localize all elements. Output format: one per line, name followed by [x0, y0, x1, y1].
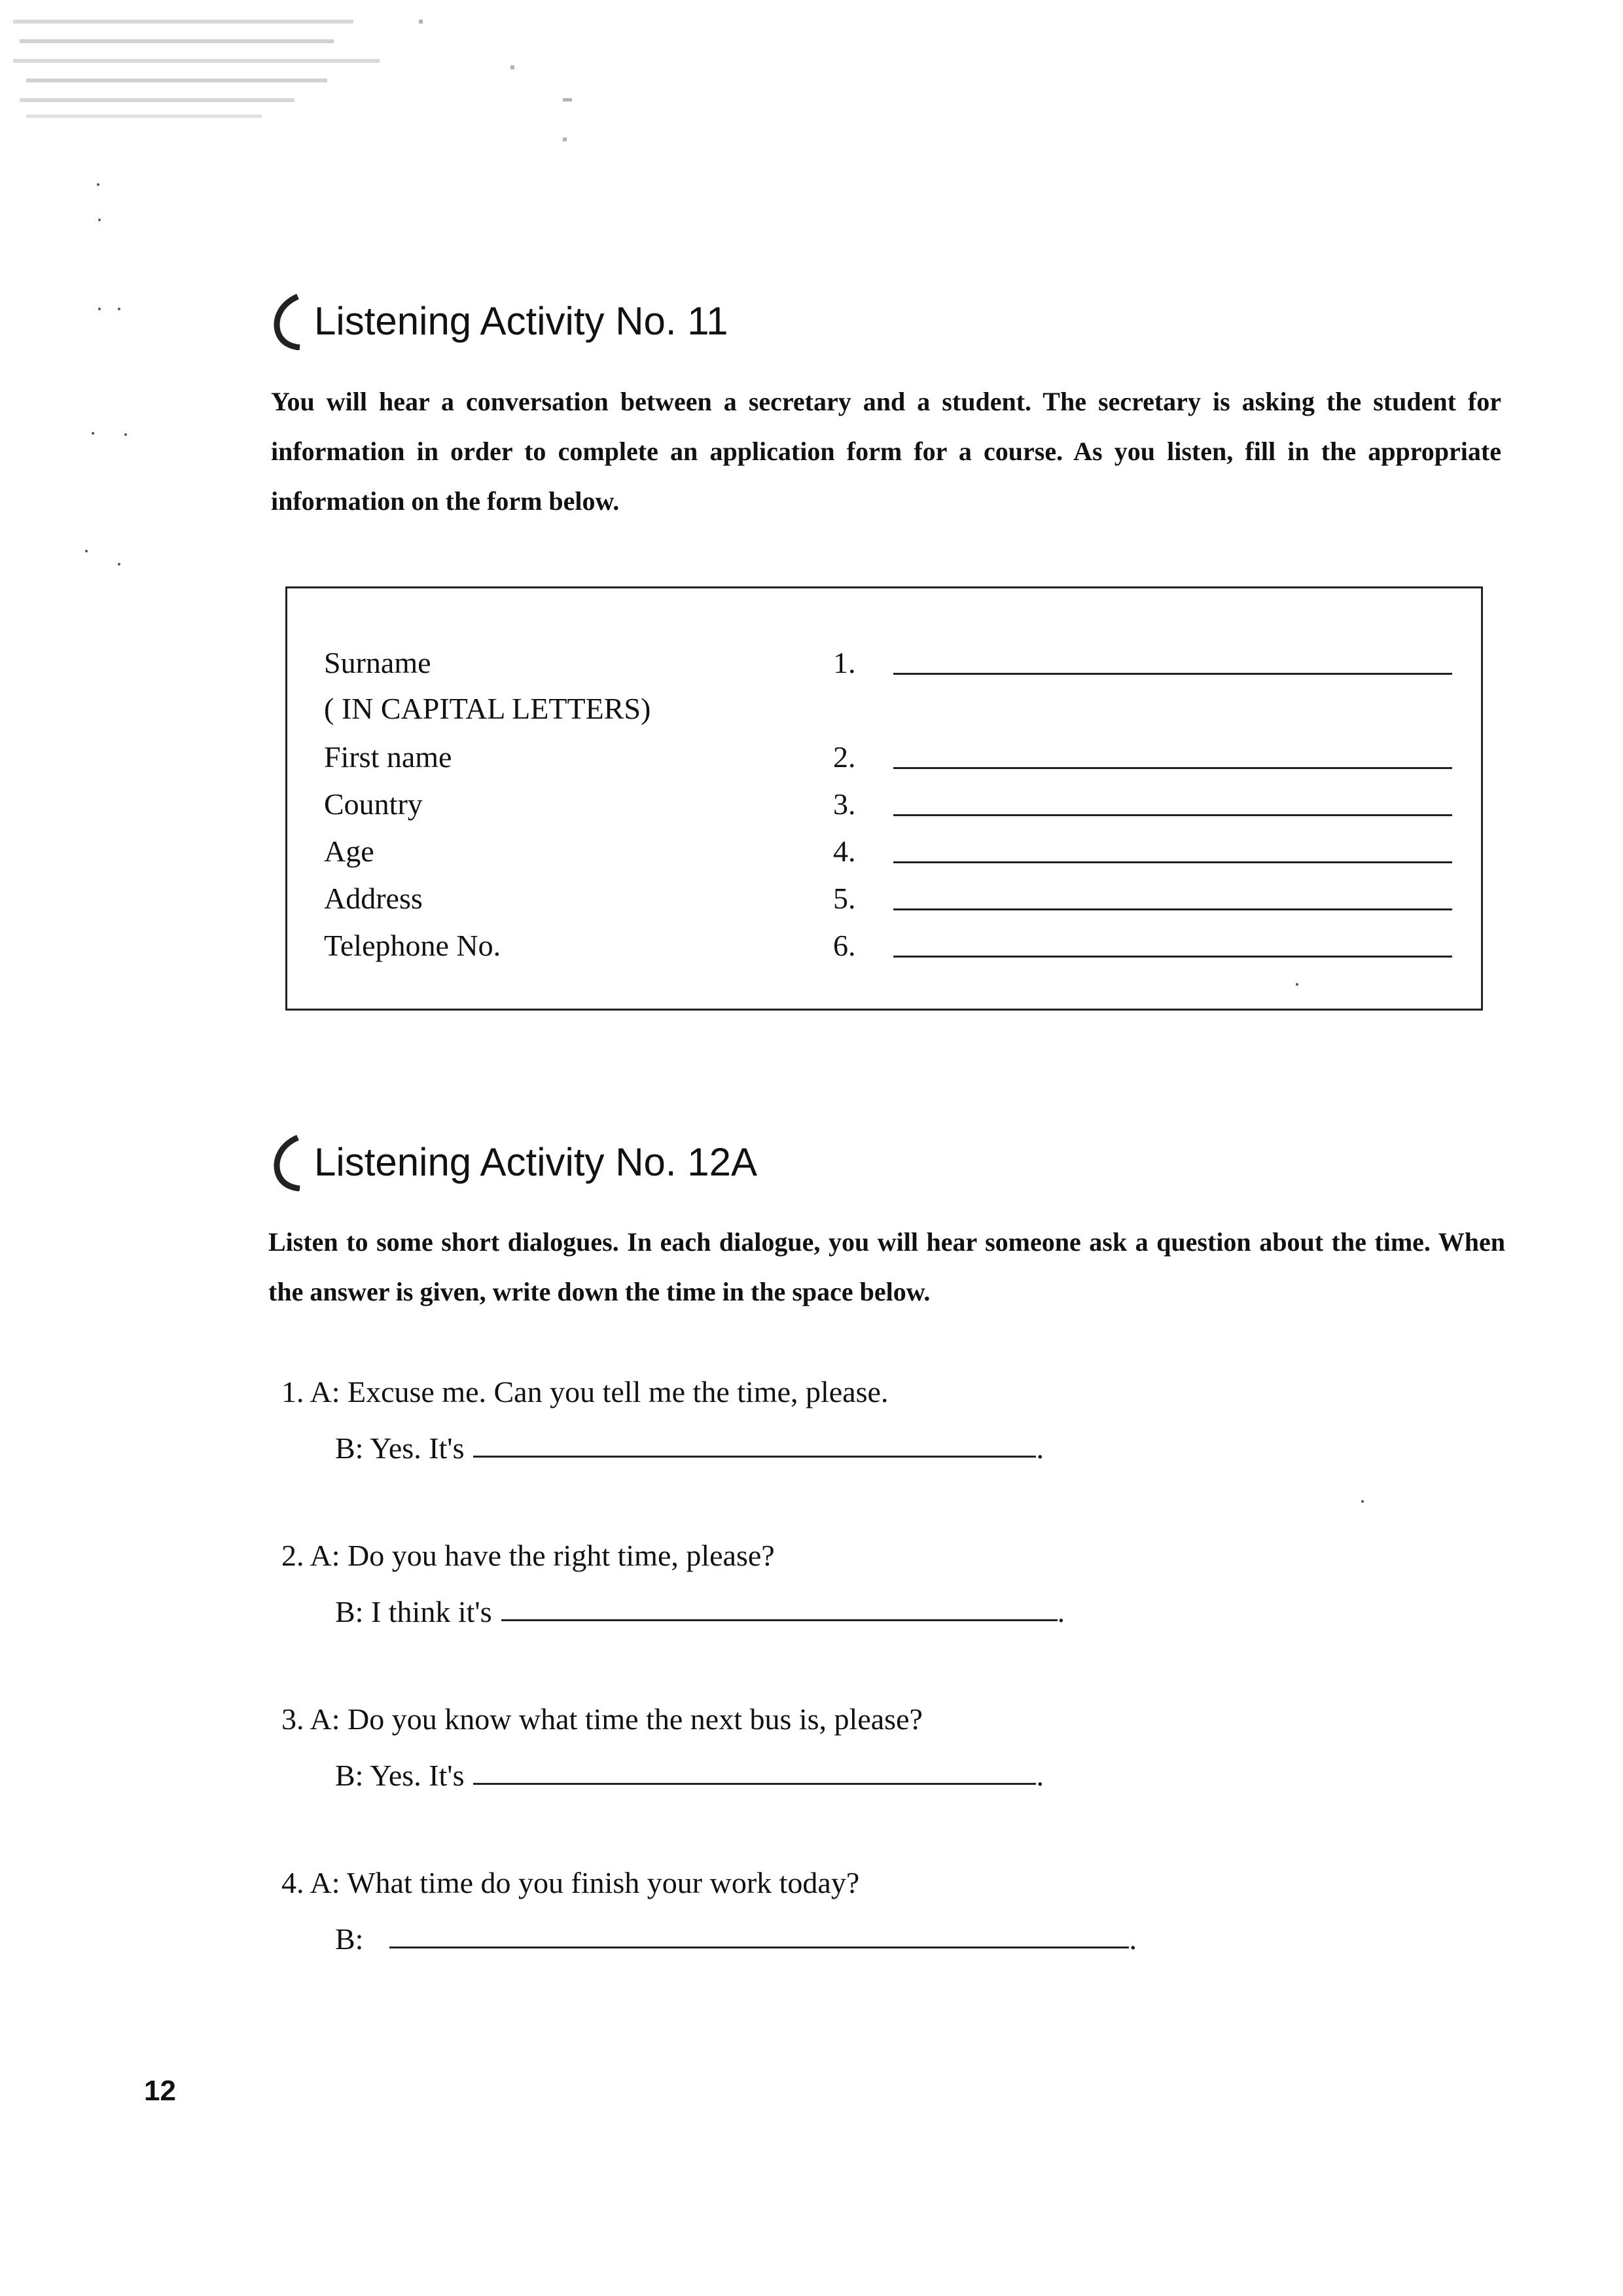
form-number: 6.	[833, 929, 856, 962]
answer-end-punct: .	[1129, 1922, 1137, 1956]
activity-12a-heading	[268, 1132, 757, 1191]
answer-blank-3[interactable]	[473, 1783, 1036, 1785]
dialogue-question: A: What time do you finish your work today?	[310, 1866, 860, 1899]
form-number: 3.	[833, 787, 856, 821]
answer-end-punct: .	[1057, 1595, 1065, 1628]
scan-dot	[97, 183, 99, 186]
dialogue-question: A: Excuse me. Can you tell me the time, please.	[310, 1375, 889, 1408]
dialogue-number: 3.	[281, 1702, 304, 1736]
dialogue-number: 2.	[281, 1539, 304, 1572]
scan-dot	[118, 308, 120, 310]
bracket-icon	[268, 291, 308, 350]
form-number: 5.	[833, 882, 856, 915]
form-label: Surname	[324, 646, 431, 679]
activity-11-heading	[268, 291, 728, 350]
scan-dot	[98, 308, 101, 310]
form-row-surname-note	[324, 681, 1450, 728]
dialogue-number: 4.	[281, 1866, 304, 1899]
form-row-age	[324, 824, 1450, 871]
activity-11-title: Listening Activity No. 11	[314, 298, 728, 343]
form-label: Country	[324, 787, 423, 821]
form-label: Address	[324, 882, 423, 915]
form-label: Telephone No.	[324, 929, 501, 962]
activity-12a-instructions: Listen to some short dialogues. In each dialogue, you will hear someone ask a question about the time. When the answer is given, write down the time in the space below.	[268, 1227, 1505, 1306]
dialogue-question: A: Do you have the right time, please?	[310, 1539, 775, 1572]
form-label: ( IN CAPITAL LETTERS)	[324, 692, 651, 725]
scan-dot	[85, 550, 88, 552]
scan-dot	[124, 433, 127, 436]
answer-line-5[interactable]	[893, 908, 1452, 910]
answer-end-punct: .	[1036, 1759, 1044, 1792]
application-form	[285, 586, 1483, 1011]
answer-blank-1[interactable]	[473, 1456, 1036, 1458]
answer-blank-2[interactable]	[501, 1619, 1058, 1621]
form-number: 2.	[833, 740, 856, 774]
scan-noise-decoration	[0, 0, 589, 157]
form-row-address	[324, 871, 1450, 918]
answer-blank-4[interactable]	[389, 1946, 1129, 1948]
bracket-icon	[268, 1132, 308, 1191]
form-row-country	[324, 777, 1450, 824]
form-label: Age	[324, 834, 374, 868]
scan-dot	[98, 219, 101, 221]
activity-11-instructions: You will hear a conversation between a secretary and a student. The secretary is asking the student for information in order to complete an application form for a course. As you listen, fill in the appropriate information on the form below.	[271, 387, 1501, 516]
scan-dot	[118, 563, 120, 565]
answer-line-6[interactable]	[893, 956, 1452, 958]
form-row-surname	[324, 636, 1450, 683]
answer-end-punct: .	[1036, 1431, 1044, 1465]
scan-dot	[1361, 1500, 1364, 1503]
answer-line-4[interactable]	[893, 861, 1452, 863]
answer-line-2[interactable]	[893, 767, 1452, 769]
form-number: 4.	[833, 834, 856, 868]
dialogue-answer-prefix: B: I think it's	[335, 1595, 492, 1628]
form-label: First name	[324, 740, 452, 774]
answer-line-3[interactable]	[893, 814, 1452, 816]
page-number: 12	[144, 2075, 176, 2107]
dialogue-question: A: Do you know what time the next bus is, please?	[310, 1702, 923, 1736]
form-number: 1.	[833, 646, 856, 679]
dialogue-answer-prefix: B:	[335, 1922, 364, 1956]
answer-line-1[interactable]	[893, 673, 1452, 675]
dialogue-answer-prefix: B: Yes. It's	[335, 1431, 465, 1465]
form-row-first-name	[324, 730, 1450, 777]
dialogue-answer-prefix: B: Yes. It's	[335, 1759, 465, 1792]
form-row-telephone	[324, 918, 1450, 965]
activity-12a-title: Listening Activity No. 12A	[314, 1139, 758, 1184]
scan-dot	[92, 432, 94, 435]
dialogue-number: 1.	[281, 1375, 304, 1408]
